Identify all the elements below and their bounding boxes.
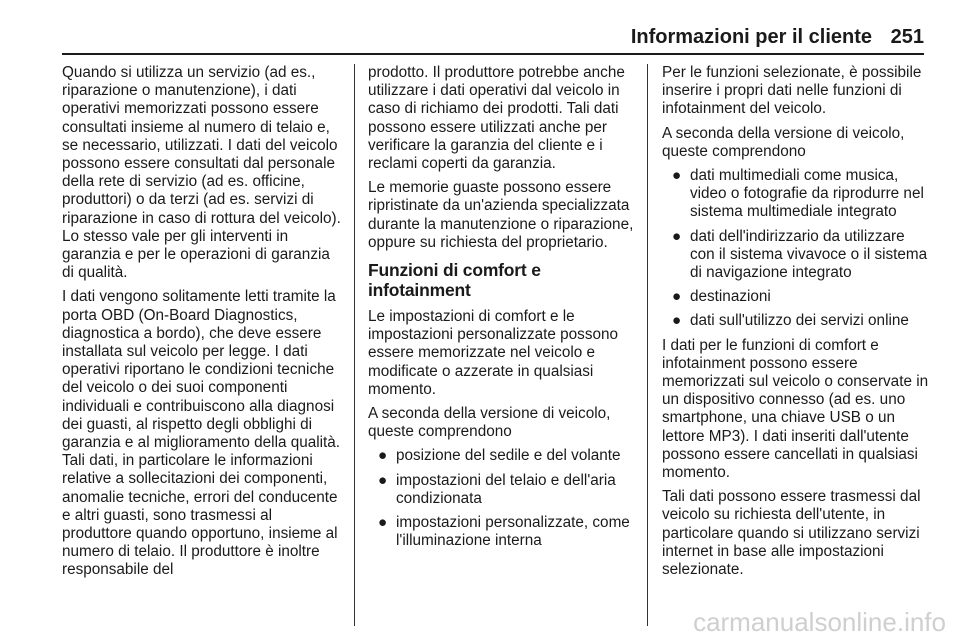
list-item-text: destinazioni [690,288,771,306]
bullet-icon: ● [378,514,388,532]
paragraph: prodotto. Il produttore potrebbe anche utilizzare i dati operativi dal veicolo in caso di richiamo dei prodotti. Tali dati possono essere utilizzati anche per verificare la garanzia del cliente e i reclami coperti da garanzia. [368,64,625,173]
paragraph: Tali dati possono essere trasmessi dal veicolo su richiesta dell'utente, in particolare quando si utilizzano servizi internet in base alle impostazioni selezionate. [662,488,921,579]
list-item-text: dati sull'utilizzo dei servizi online [690,312,909,330]
paragraph: A seconda della versione di veicolo, queste comprendono [662,124,905,160]
list-item-text: impostazioni personalizzate, come l'illuminazione interna [396,514,630,550]
paragraph: I dati vengono solitamente letti tramite la porta OBD (On-Board Diagnostics, diagnostica a bordo), che deve essere installata sul veicolo per legge. I dati operativi riportano le condizioni tecniche del veicolo o dei suoi componenti individuali e contribuiscono alla diagnosi dei guasti, al rispetto degli obblighi di garanzia e al miglioramento della qualità. Tali dati, in particolare le informazioni relative a sollecitazioni dei componenti, anomalie tecniche, errori del conducente e altri guasti, sono trasmessi al produttore quando opportuno, insieme al numero di telaio. Il produttore è inoltre responsabile del [62,288,341,579]
paragraph: Le impostazioni di comfort e le impostazioni personalizzate possono essere memorizzate nel veicolo e modificate o azzerate in qualsiasi momento. [368,308,618,398]
list-item [662,228,930,283]
column-divider-1 [354,64,355,626]
paragraph: Quando si utilizza un servizio (ad es., riparazione o manutenzione), i dati operativi memorizzati possono essere consultati insieme al numero di telaio e, se necessario, utilizzati. I dati del veicolo possono essere consultati dal personale della rete di servizio (ad es. officine, produttori) o da terzi (ad es. servizi di riparazione in caso di rottura del veicolo). Lo stesso vale per gli interventi in garanzia e per le operazioni di garanzia di qualità. [62,64,341,282]
paragraph: Le memorie guaste possono essere ripristinate da un'azienda specializzata durante la manutenzione o riparazione, oppure su richiesta del proprietario. [368,179,634,251]
bullet-list [368,447,638,550]
bullet-icon: ● [672,167,682,185]
page-header [0,0,960,56]
paragraph: A seconda della versione di veicolo, queste comprendono [368,405,611,441]
paragraph: I dati per le funzioni di comfort e infotainment possono essere memorizzati sul veicolo o conservate in un dispositivo connesso (ad es. uno smartphone, una chiave USB o un lettore MP3). I dati inseriti dall'utente possono essere cancellati in qualsiasi momento. [662,336,929,482]
text-column-1 [62,64,344,586]
list-item [368,447,638,465]
text-column-3 [662,64,930,585]
list-item [662,288,930,306]
list-item-text: impostazioni del telaio e dell'aria condizionata [396,471,616,507]
list-item-text: dati dell'indirizzario da utilizzare con il sistema vivavoce o il sistema di navigazione integrato [690,227,928,282]
list-item-text: posizione del sedile e del volante [396,447,621,465]
list-item [368,472,638,508]
list-item [368,514,638,550]
bullet-list [662,167,930,331]
bullet-icon: ● [378,471,388,489]
header-rule [62,53,924,55]
text-column-2 [368,64,638,556]
watermark: carmanualsonline.info [693,607,946,637]
page-title: Informazioni per il cliente [630,26,872,48]
bullet-icon: ● [672,288,682,306]
list-item-text: dati multimediali come musica, video o fotografie da riprodurre nel sistema multimediale integrato [690,167,924,221]
paragraph: Per le funzioni selezionate, è possibile inserire i propri dati nelle funzioni di infotainment del veicolo. [662,64,922,118]
list-item [662,167,930,222]
section-heading: Funzioni di comfort e infotainment [368,260,541,301]
bullet-icon: ● [672,312,682,330]
bullet-icon: ● [378,447,388,465]
page-number: 251 [890,26,924,48]
list-item [662,312,930,330]
bullet-icon: ● [672,227,682,245]
column-divider-2 [647,64,648,626]
